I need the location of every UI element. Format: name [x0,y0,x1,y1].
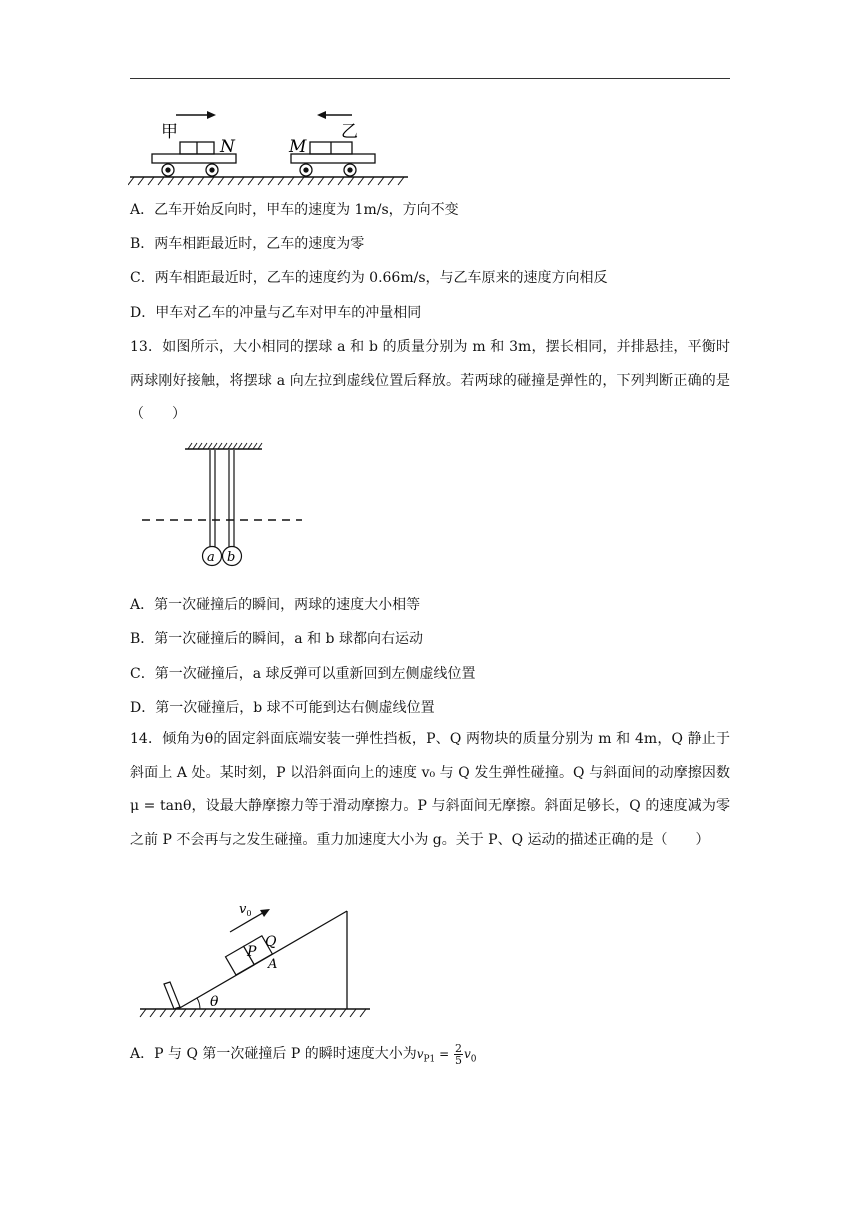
q12-option-c[interactable]: C．两车相距最近时，乙车的速度约为 0.66m/s，与乙车原来的速度方向相反 [130,270,608,286]
cart-label-m: M [289,137,307,157]
ball-a-label: a [207,550,215,565]
block-p-label: P [247,944,257,960]
q14-number: 14． [130,731,163,747]
q13-option-a[interactable]: A．第一次碰撞后的瞬间，两球的速度大小相等 [130,597,421,613]
q12-option-a[interactable]: A．乙车开始反向时，甲车的速度为 1m/s，方向不变 [130,202,459,218]
q13-stem [130,331,730,432]
q14-option-a-text: P 与 Q 第一次碰撞后 P 的瞬时速度大小为 [154,1046,417,1062]
cart-jia-label: 甲 [161,122,178,142]
cart-yi-label: 乙 [341,122,358,142]
q12-option-b[interactable]: B．两车相距最近时，乙车的速度为零 [130,236,365,252]
q13-option-b[interactable]: B．第一次碰撞后的瞬间，a 和 b 球都向右运动 [130,631,423,647]
q12-option-d[interactable]: D．甲车对乙车的冲量与乙车对甲车的冲量相同 [130,305,422,321]
q14-stem [130,723,730,857]
velocity-label: $v_0$ [239,902,252,918]
q13-number: 13． [130,339,163,355]
q13-text: 如图所示，大小相同的摆球 a 和 b 的质量分别为 m 和 3m，摆长相同，并排悬挂，平衡时两球刚好接触，将摆球 a 向左拉到虚线位置后释放。若两球的碰撞是弹性的，下列判断正确的是（ ） [130,339,730,422]
pendulum-figure [140,440,310,572]
q14-option-a-formula: $v_{P1}$ = $\frac{2}{5}$ $v_0$ [416,1042,477,1067]
ball-b-label: b [227,550,236,565]
incline-figure [138,898,378,1028]
baffle-plate [164,982,180,1009]
angle-theta-label: θ [210,994,219,1010]
q13-option-c[interactable]: C．第一次碰撞后，a 球反弹可以重新回到左侧虚线位置 [130,666,476,682]
block-q-label: Q [265,934,277,950]
q13-option-d[interactable]: D．第一次碰撞后，b 球不可能到达右侧虚线位置 [130,700,435,716]
q14-option-a-prefix: A． [130,1046,155,1062]
header-rule [130,78,730,79]
point-a-label: A [268,957,278,972]
q14-text: 倾角为θ的固定斜面底端安装一弹性挡板，P、Q 两物块的质量分别为 m 和 4m，Q 静止于斜面上 A 处。某时刻，P 以沿斜面向上的速度 v₀ 与 Q 发生弹性碰撞。Q 与斜面间的动摩擦因数 μ = tanθ，设最大静摩擦力等于滑动摩擦力。P 与斜面间无摩擦。斜面足够长，Q 的速度减为零之前 P 不会再与之发生碰撞。重力加速度大小为 g。关于 P、Q 运动的描述正确的是（ ） [130,731,730,848]
cart-label-n: N [220,137,235,157]
carts-figure [128,106,413,188]
q14-option-a[interactable] [130,1041,476,1072]
